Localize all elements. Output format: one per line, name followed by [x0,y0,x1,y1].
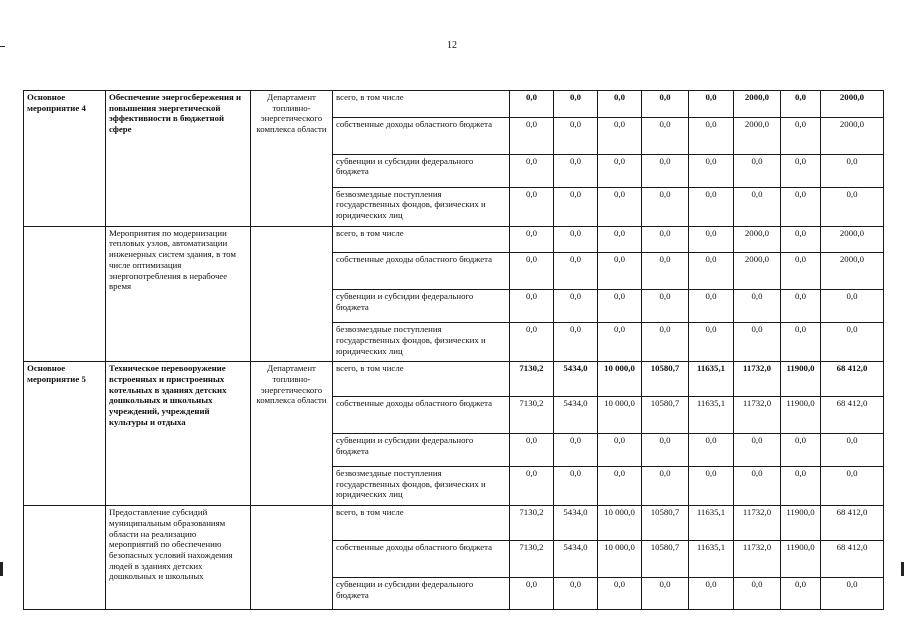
value-cell: 0,0 [781,578,821,610]
value-cell: 10 000,0 [598,541,642,578]
value-cell: 0,0 [642,253,689,290]
value-cell: 0,0 [554,323,598,362]
value-cell: 0,0 [642,467,689,506]
funding-source-label: собственные доходы областного бюджета [333,117,510,154]
value-cell: 0,0 [510,117,554,154]
value-cell: 0,0 [734,290,781,323]
value-cell: 10 000,0 [598,397,642,434]
measure-code: Основное мероприятие 5 [24,362,106,506]
value-cell: 11900,0 [781,541,821,578]
table-row [24,362,884,397]
value-cell: 0,0 [510,91,554,118]
value-cell: 11900,0 [781,506,821,541]
measure-title: Мероприятия по модернизации тепловых узлов, автоматизации инженерных систем здания, в том числе оптимизация энергопотребления в нерабочее время [106,226,251,362]
value-cell: 10580,7 [642,397,689,434]
value-cell: 0,0 [781,323,821,362]
table-row [24,91,884,118]
funding-source-label: собственные доходы областного бюджета [333,541,510,578]
funding-source-label: субвенции и субсидии федерального бюджета [333,154,510,187]
value-cell: 0,0 [689,434,734,467]
value-cell: 0,0 [598,434,642,467]
value-cell: 0,0 [554,290,598,323]
value-cell: 0,0 [781,187,821,226]
value-cell: 0,0 [734,578,781,610]
value-cell: 0,0 [821,323,884,362]
measure-title: Предоставление субсидий муниципальным образованиям области на реализацию мероприятий по обеспечению безопасных условий нахождения людей в зданиях детских дошкольных и школьных [106,506,251,610]
value-cell: 10 000,0 [598,362,642,397]
value-cell: 2000,0 [734,117,781,154]
scan-edge-mark [0,46,5,47]
value-cell: 10580,7 [642,362,689,397]
value-cell: 0,0 [734,154,781,187]
value-cell: 2000,0 [734,91,781,118]
value-cell: 0,0 [642,154,689,187]
funding-source-label: безвозмездные поступления государственных фондов, физических и юридических лиц [333,187,510,226]
value-cell: 0,0 [554,467,598,506]
measure-code [24,226,106,362]
value-cell: 0,0 [781,253,821,290]
value-cell: 7130,2 [510,397,554,434]
measure-code [24,506,106,610]
budget-table [23,90,884,610]
value-cell: 0,0 [734,323,781,362]
value-cell: 0,0 [821,187,884,226]
measure-title: Техническое перевооружение встроенных и пристроенных котельных в зданиях детских дошкольных и школьных учреждений, учреждений культуры и отдыха [106,362,251,506]
value-cell: 11732,0 [734,541,781,578]
responsible-department [251,506,333,610]
value-cell: 0,0 [821,290,884,323]
value-cell: 0,0 [510,467,554,506]
value-cell: 10580,7 [642,541,689,578]
value-cell: 0,0 [598,187,642,226]
page-number: 12 [447,40,457,51]
value-cell: 0,0 [510,323,554,362]
value-cell: 68 412,0 [821,362,884,397]
value-cell: 0,0 [689,226,734,253]
value-cell: 0,0 [510,187,554,226]
scan-edge-mark [0,562,3,576]
value-cell: 0,0 [598,323,642,362]
responsible-department: Департамент топливно-энергетического комплекса области [251,362,333,506]
value-cell: 0,0 [510,226,554,253]
value-cell: 11732,0 [734,506,781,541]
value-cell: 0,0 [781,154,821,187]
value-cell: 0,0 [642,290,689,323]
value-cell: 7130,2 [510,506,554,541]
value-cell: 0,0 [821,434,884,467]
value-cell: 5434,0 [554,397,598,434]
value-cell: 0,0 [598,467,642,506]
value-cell: 11635,1 [689,362,734,397]
value-cell: 0,0 [781,290,821,323]
value-cell: 0,0 [598,578,642,610]
value-cell: 0,0 [689,91,734,118]
value-cell: 0,0 [598,253,642,290]
value-cell: 2000,0 [821,253,884,290]
value-cell: 0,0 [821,467,884,506]
value-cell: 5434,0 [554,541,598,578]
value-cell: 0,0 [554,253,598,290]
value-cell: 0,0 [734,467,781,506]
value-cell: 0,0 [554,434,598,467]
value-cell: 0,0 [821,578,884,610]
value-cell: 0,0 [642,117,689,154]
funding-source-label: безвозмездные поступления государственных фондов, физических и юридических лиц [333,467,510,506]
value-cell: 2000,0 [821,226,884,253]
responsible-department: Департамент топливно-энергетического комплекса области [251,91,333,227]
funding-source-label: безвозмездные поступления государственных фондов, физических и юридических лиц [333,323,510,362]
value-cell: 0,0 [554,91,598,118]
funding-source-label: собственные доходы областного бюджета [333,253,510,290]
value-cell: 0,0 [689,154,734,187]
value-cell: 0,0 [510,253,554,290]
value-cell: 0,0 [689,187,734,226]
value-cell: 10 000,0 [598,506,642,541]
funding-source-label: субвенции и субсидии федерального бюджета [333,434,510,467]
value-cell: 0,0 [781,117,821,154]
value-cell: 0,0 [689,578,734,610]
table-row [24,226,884,253]
measure-title: Обеспечение энергосбережения и повышения энергетической эффективности в бюджетной сфере [106,91,251,227]
value-cell: 0,0 [689,323,734,362]
value-cell: 0,0 [781,226,821,253]
value-cell: 0,0 [642,323,689,362]
value-cell: 0,0 [781,91,821,118]
value-cell: 0,0 [734,434,781,467]
value-cell: 0,0 [598,91,642,118]
value-cell: 10580,7 [642,506,689,541]
value-cell: 0,0 [554,187,598,226]
value-cell: 0,0 [554,154,598,187]
value-cell: 2000,0 [734,226,781,253]
measure-code: Основное мероприятие 4 [24,91,106,227]
value-cell: 0,0 [781,467,821,506]
table-row [24,506,884,541]
value-cell: 0,0 [642,578,689,610]
funding-source-label: субвенции и субсидии федерального бюджета [333,290,510,323]
value-cell: 11900,0 [781,362,821,397]
value-cell: 0,0 [734,187,781,226]
funding-source-label: всего, в том числе [333,362,510,397]
value-cell: 2000,0 [734,253,781,290]
value-cell: 0,0 [510,434,554,467]
value-cell: 0,0 [689,467,734,506]
value-cell: 11635,1 [689,541,734,578]
value-cell: 0,0 [598,226,642,253]
value-cell: 0,0 [821,154,884,187]
value-cell: 68 412,0 [821,541,884,578]
value-cell: 0,0 [642,91,689,118]
value-cell: 7130,2 [510,541,554,578]
scan-edge-mark [901,562,904,576]
value-cell: 0,0 [689,117,734,154]
value-cell: 0,0 [554,578,598,610]
value-cell: 68 412,0 [821,506,884,541]
value-cell: 7130,2 [510,362,554,397]
value-cell: 0,0 [642,187,689,226]
value-cell: 11900,0 [781,397,821,434]
value-cell: 11732,0 [734,397,781,434]
value-cell: 11635,1 [689,397,734,434]
value-cell: 0,0 [689,290,734,323]
funding-source-label: всего, в том числе [333,226,510,253]
value-cell: 0,0 [689,253,734,290]
value-cell: 0,0 [598,117,642,154]
value-cell: 11732,0 [734,362,781,397]
value-cell: 0,0 [510,154,554,187]
value-cell: 0,0 [642,434,689,467]
value-cell: 11635,1 [689,506,734,541]
value-cell: 0,0 [642,226,689,253]
funding-source-label: всего, в том числе [333,91,510,118]
value-cell: 2000,0 [821,91,884,118]
value-cell: 68 412,0 [821,397,884,434]
value-cell: 5434,0 [554,362,598,397]
value-cell: 0,0 [781,434,821,467]
value-cell: 0,0 [554,226,598,253]
value-cell: 0,0 [598,290,642,323]
value-cell: 5434,0 [554,506,598,541]
responsible-department [251,226,333,362]
value-cell: 2000,0 [821,117,884,154]
value-cell: 0,0 [510,578,554,610]
funding-source-label: собственные доходы областного бюджета [333,397,510,434]
value-cell: 0,0 [598,154,642,187]
value-cell: 0,0 [510,290,554,323]
funding-source-label: всего, в том числе [333,506,510,541]
value-cell: 0,0 [554,117,598,154]
funding-source-label: субвенции и субсидии федерального бюджета [333,578,510,610]
